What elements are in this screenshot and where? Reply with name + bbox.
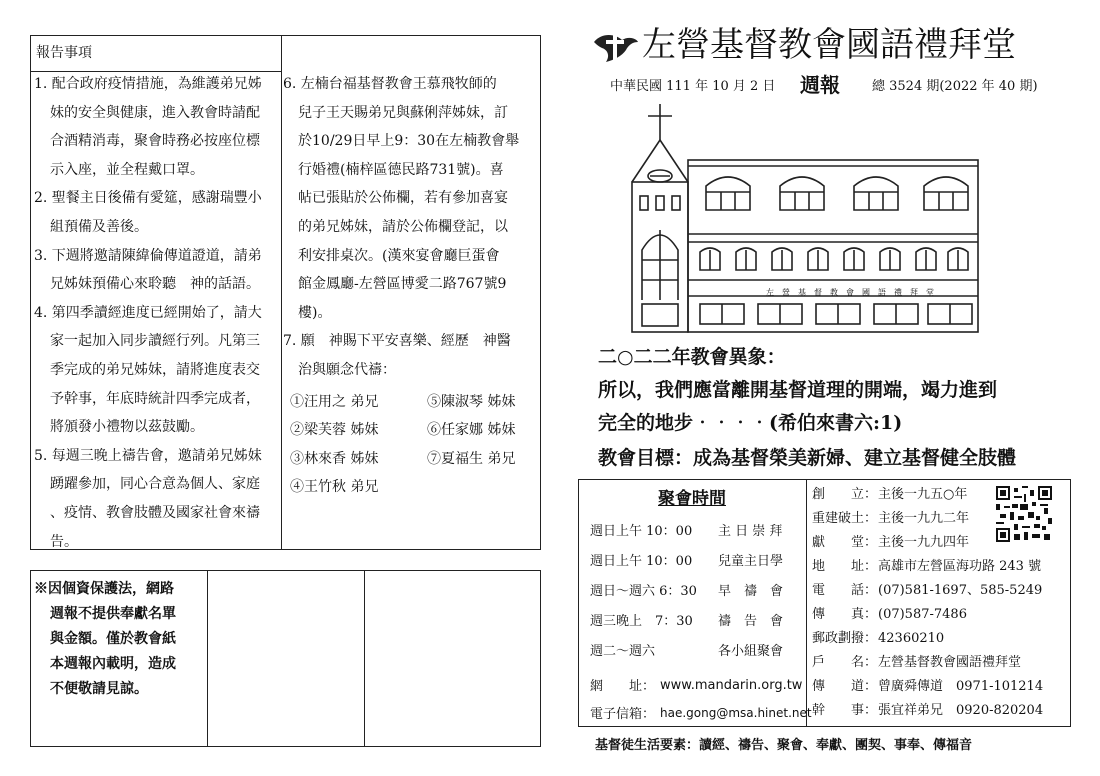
info-value: 左營基督教會國語禮拜堂 xyxy=(878,655,1022,670)
announcement-line: 合酒精消毒，聚會時務必按座位標 xyxy=(50,133,260,149)
info-value: (07)587-7486 xyxy=(878,607,967,622)
announcement-line: 季完成的弟兄姊妹，請將進度表交 xyxy=(50,362,260,378)
announcement-line: 4. 第四季讀經進度已經開始了，請大 xyxy=(34,305,262,321)
info-label: 電 話： xyxy=(812,583,878,598)
info-value: 主後一九九二年 xyxy=(878,511,970,526)
prayer-list-name: ⑦夏福生 弟兄 xyxy=(427,451,516,467)
info-value: 曾廣舜傳道 0971-101214 xyxy=(878,679,1044,694)
privacy-note-line: ※因個資保護法，網路 xyxy=(34,581,174,597)
qr-code-icon xyxy=(996,486,1052,542)
privacy-divider-2 xyxy=(364,570,365,747)
meetings-title: 聚會時間 xyxy=(658,489,726,509)
privacy-divider-1 xyxy=(207,570,208,747)
vision-verse-line-2: 完全的地步‧‧‧‧(希伯來書六:1) xyxy=(598,412,903,434)
announcement-item-7-line: 治與願念代禱： xyxy=(298,362,396,378)
announcement-line: 2. 聖餐主日後備有愛筵，感謝瑞豐小 xyxy=(34,190,262,206)
meeting-time: 週三晚上 7：30 xyxy=(590,614,693,629)
website-link[interactable]: www.mandarin.org.tw xyxy=(660,678,803,693)
prayer-list-name: ②梁芙蓉 姊妹 xyxy=(290,422,379,438)
prayer-list-name: ⑤陳淑琴 姊妹 xyxy=(427,394,516,410)
meeting-time: 週日～週六 6：30 xyxy=(590,584,697,599)
church-logo-icon xyxy=(592,30,640,64)
building-sign: 左 營 基 督 教 會 國 語 禮 拜 堂 xyxy=(766,288,934,297)
info-label: 傳 道： xyxy=(812,679,878,694)
privacy-note-line: 與金額。僅於教會紙 xyxy=(50,631,176,647)
announcement-item-6-line: 帖已張貼於公佈欄，若有參加喜宴 xyxy=(298,190,508,206)
bulletin-issue: 總 3524 期(2022 年 40 期) xyxy=(872,79,1038,94)
prayer-list-name: ①汪用之 弟兄 xyxy=(290,394,379,410)
announcements-header: 報告事項 xyxy=(36,45,92,61)
vision-verse-line-1: 所以，我們應當離開基督道理的開端，竭力進到 xyxy=(598,379,998,401)
privacy-note-line: 不便敬請見諒。 xyxy=(50,681,148,697)
announcement-line: 、疫情、教會肢體及國家社會來禱 xyxy=(50,505,260,521)
announcement-line: 1. 配合政府疫情措施，為維護弟兄姊 xyxy=(34,76,262,92)
info-value: (07)581-1697、585-5249 xyxy=(878,583,1043,598)
announcement-item-6-line: 館金鳳廳-左營區博愛二路767號9 xyxy=(298,276,507,292)
info-label: 獻 堂： xyxy=(812,535,878,550)
info-value: 主後一九五○年 xyxy=(878,487,968,502)
info-value: 張宜祥弟兄 0920-820204 xyxy=(878,703,1044,718)
announcement-line: 組預備及善後。 xyxy=(50,219,148,235)
meeting-time: 週日上午 10：00 xyxy=(590,554,693,569)
announcement-item-6-line: 利安排桌次。(漢來宴會廳巨蛋會 xyxy=(298,248,500,264)
info-label: 傳 真： xyxy=(812,607,878,622)
website-label: 網 址： xyxy=(590,679,656,694)
bulletin-date: 中華民國 111 年 10 月 2 日 xyxy=(610,79,776,94)
info-label: 創 立： xyxy=(812,487,878,502)
bulletin-label: 週報 xyxy=(800,73,840,97)
info-label: 地 址： xyxy=(812,559,878,574)
announcement-line: 妹的安全與健康，進入教會時請配 xyxy=(50,105,260,121)
info-label: 戶 名： xyxy=(812,655,878,670)
announcement-line: 兄姊妹預備心來聆聽 神的話語。 xyxy=(50,276,260,292)
info-value: 高雄市左營區海功路 243 號 xyxy=(878,559,1042,574)
church-building-illustration xyxy=(628,100,984,334)
announcement-item-6-line: 於10/29日早上9：30在左楠教會舉 xyxy=(298,133,520,149)
info-value: 主後一九九四年 xyxy=(878,535,970,550)
announcement-line: 3. 下週將邀請陳緯倫傳道證道，請弟 xyxy=(34,248,262,264)
announcements-divider xyxy=(281,35,282,550)
meeting-name: 主 日 崇 拜 xyxy=(718,524,783,539)
vision-title: 二○二二年教會異象： xyxy=(598,346,786,368)
privacy-note-line: 週報不提供奉獻名單 xyxy=(50,606,176,622)
meeting-name: 各小組聚會 xyxy=(718,644,784,659)
info-label: 重建破土： xyxy=(812,511,878,526)
meeting-name: 禱 告 會 xyxy=(718,614,784,629)
meeting-name: 早 禱 會 xyxy=(718,584,784,599)
info-label: 郵政劃撥： xyxy=(812,631,878,646)
announcement-item-7-line: 7. 願 神賜下平安喜樂、經歷 神醫 xyxy=(283,333,511,349)
announcement-line: 家一起加入同步讀經行列。凡第三 xyxy=(50,333,260,349)
prayer-list-name: ④王竹秋 弟兄 xyxy=(290,479,379,495)
prayer-list-name: ⑥任家娜 姊妹 xyxy=(427,422,516,438)
announcement-line: 示入座，並全程戴口罩。 xyxy=(50,162,204,178)
info-label: 幹 事： xyxy=(812,703,878,718)
announcement-line: 將頒發小禮物以茲鼓勵。 xyxy=(50,419,204,435)
announcement-item-6-line: 的弟兄姊妹，請於公佈欄登記，以 xyxy=(298,219,508,235)
announcement-item-6-line: 6. 左楠台福基督教會王慕飛牧師的 xyxy=(283,76,497,92)
announcement-line: 告。 xyxy=(50,534,78,550)
prayer-list-name: ③林來香 姊妹 xyxy=(290,451,379,467)
meeting-name: 兒童主日學 xyxy=(718,554,784,569)
announcement-line: 5. 每週三晚上禱告會，邀請弟兄姊妹 xyxy=(34,448,262,464)
announcement-item-6-line: 樓)。 xyxy=(298,305,332,321)
church-name-title: 左營基督教會國語禮拜堂 xyxy=(642,25,1016,65)
announcement-item-6-line: 兒子王天賜弟兄與蘇俐萍姊妹，訂 xyxy=(298,105,508,121)
announcement-line: 予幹事，年底時統計四季完成者， xyxy=(50,391,260,407)
announcements-header-rule xyxy=(30,71,281,72)
info-value: 42360210 xyxy=(878,631,945,646)
meeting-time: 週日上午 10：00 xyxy=(590,524,693,539)
church-goal: 教會目標：成為基督榮美新婦、建立基督健全肢體 xyxy=(598,447,1017,469)
announcement-item-6-line: 行婚禮(楠梓區德民路731號)。喜 xyxy=(298,162,504,178)
footer-motto: 基督徒生活要素：讀經、禱告、聚會、奉獻、團契、事奉、傳福音 xyxy=(595,738,973,753)
meeting-time: 週二～週六 xyxy=(590,644,656,659)
announcement-line: 踴躍參加，同心合意為個人、家庭 xyxy=(50,476,260,492)
info-table-divider xyxy=(806,479,807,727)
email-link[interactable]: hae.gong@msa.hinet.net xyxy=(660,706,812,720)
email-label: 電子信箱： xyxy=(590,707,656,722)
privacy-note-line: 本週報內載明，造成 xyxy=(50,656,176,672)
